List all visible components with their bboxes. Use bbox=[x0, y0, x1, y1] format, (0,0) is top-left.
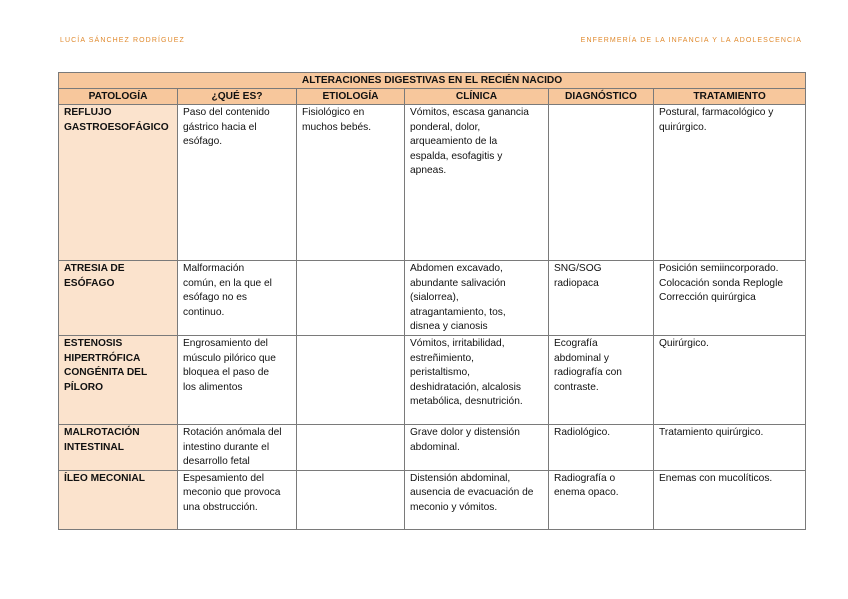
treatment-cell: Tratamiento quirúrgico. bbox=[654, 425, 806, 471]
definition-cell: Rotación anómala del intestino durante el desarrollo fetal bbox=[178, 425, 297, 471]
treatment-cell: Posición semiincorporado. Colocación sonda Replogle Corrección quirúrgica bbox=[654, 261, 806, 336]
table-row bbox=[59, 336, 806, 425]
column-header-que-es: ¿QUÉ ES? bbox=[178, 89, 297, 105]
header-author: LUCÍA SÁNCHEZ RODRÍGUEZ bbox=[60, 37, 185, 44]
diagnosis-cell: SNG/SOG radiopaca bbox=[549, 261, 654, 336]
pathology-cell: ÍLEO MECONIAL bbox=[59, 470, 178, 529]
diagnosis-cell: Radiografía o enema opaco. bbox=[549, 470, 654, 529]
table-row bbox=[59, 470, 806, 529]
digestive-disorders-table bbox=[58, 72, 806, 530]
column-header-diagnostico: DIAGNÓSTICO bbox=[549, 89, 654, 105]
etiology-cell: Fisiológico en muchos bebés. bbox=[297, 105, 405, 261]
definition-cell: Paso del contenido gástrico hacia el esófago. bbox=[178, 105, 297, 261]
column-header-tratamiento: TRATAMIENTO bbox=[654, 89, 806, 105]
diagnosis-cell bbox=[549, 105, 654, 261]
table-row bbox=[59, 261, 806, 336]
clinical-cell: Vómitos, escasa ganancia ponderal, dolor, arqueamiento de la espalda, esofagitis y apneas. bbox=[405, 105, 549, 261]
table-title: ALTERACIONES DIGESTIVAS EN EL RECIÉN NACIDO bbox=[59, 73, 806, 89]
column-header-clinica: CLÍNICA bbox=[405, 89, 549, 105]
etiology-cell bbox=[297, 336, 405, 425]
diagnosis-cell: Radiológico. bbox=[549, 425, 654, 471]
clinical-cell: Vómitos, irritabilidad, estreñimiento, peristaltismo, deshidratación, alcalosis metabólica, desnutrición. bbox=[405, 336, 549, 425]
table-row bbox=[59, 425, 806, 471]
definition-cell: Engrosamiento del músculo pilórico que bloquea el paso de los alimentos bbox=[178, 336, 297, 425]
definition-cell: Espesamiento del meconio que provoca una obstrucción. bbox=[178, 470, 297, 529]
clinical-cell: Distensión abdominal, ausencia de evacuación de meconio y vómitos. bbox=[405, 470, 549, 529]
etiology-cell bbox=[297, 261, 405, 336]
etiology-cell bbox=[297, 425, 405, 471]
pathology-cell: ATRESIA DE ESÓFAGO bbox=[59, 261, 178, 336]
clinical-cell: Abdomen excavado, abundante salivación (sialorrea), atragantamiento, tos, disnea y cianosis bbox=[405, 261, 549, 336]
treatment-cell: Quirúrgico. bbox=[654, 336, 806, 425]
header-subject: ENFERMERÍA DE LA INFANCIA Y LA ADOLESCENCIA bbox=[580, 37, 802, 44]
column-header-patologia: PATOLOGÍA bbox=[59, 89, 178, 105]
treatment-cell: Enemas con mucolíticos. bbox=[654, 470, 806, 529]
pathology-cell: REFLUJO GASTROESOFÁGICO bbox=[59, 105, 178, 261]
pathology-cell: ESTENOSIS HIPERTRÓFICA CONGÉNITA DEL PÍLORO bbox=[59, 336, 178, 425]
diagnosis-cell: Ecografía abdominal y radiografía con contraste. bbox=[549, 336, 654, 425]
column-header-etiologia: ETIOLOGÍA bbox=[297, 89, 405, 105]
definition-cell: Malformación común, en la que el esófago no es continuo. bbox=[178, 261, 297, 336]
etiology-cell bbox=[297, 470, 405, 529]
clinical-cell: Grave dolor y distensión abdominal. bbox=[405, 425, 549, 471]
pathology-cell: MALROTACIÓN INTESTINAL bbox=[59, 425, 178, 471]
table-row bbox=[59, 105, 806, 261]
treatment-cell: Postural, farmacológico y quirúrgico. bbox=[654, 105, 806, 261]
